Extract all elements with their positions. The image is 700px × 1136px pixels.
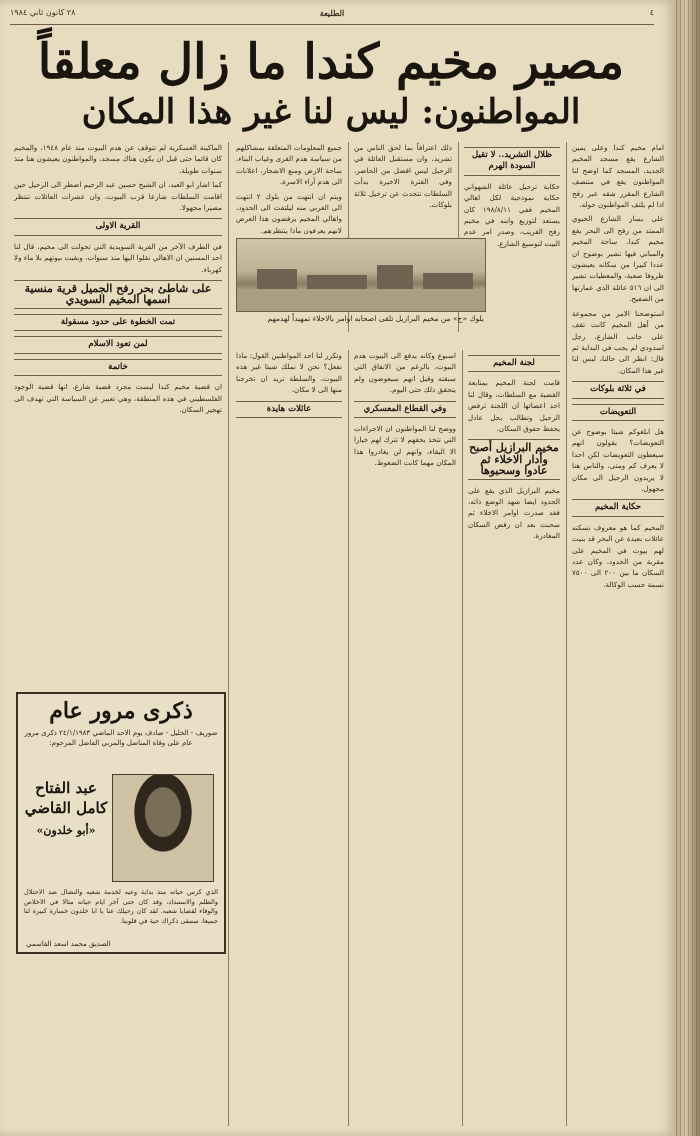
main-headline: مصير مخيم كندا ما زال معلقاً [37,34,625,90]
section-heading: لجنة المخيم [468,355,560,372]
paragraph: المخيم كما هو معروف تسكنه عائلات بعيدة عن البحر قد بنيت لهم بيوت في المخيم على مقربة من الحدود، وكان عدد السكان ما بين ٢٠٠ الى ٧٥٠٠ نسمة حسب الوكالة. [572,522,664,589]
paragraph: اسبوع وكانه يدفع الى البيوت هدم البيوت، بالرغم من الاتفاق التي سبقته وقيل انهم سيعوضون ولم يتحقق ذلك حتى اليوم. [354,351,456,395]
paragraph: جميع المعلومات المتعلقة بمشاكلهم من سياسة هدم القرى وغياب البناء، ساحة الارض ومنع الاشجار، اعلانات الى هدم آراء الاسرة. [236,143,342,187]
section-heading: عائلات هايدة [236,401,342,418]
column-divider [228,142,229,1126]
paragraph: امام مخيم كندا وعلى يمين الشارع يقع مسجد المخيم الجديد، المسجد كما اوضح لنا المواطنون يقع في منتصف الشارع المقرر شقه عبر رفح اذا لم يلتف المواطنون حوله. [572,143,664,210]
memorial-notice [16,692,226,954]
paragraph: على يسار الشارع الحيوي الممتد من رفح الى البحر يقع مخيم كندا. ساحة المخيم والمباني فيها تشير بوضوح ان عددا كبيرا من سكانه يعيشون ظروفا صعبة، والمعطيات تشير الى ان ٥١٦ عائلة الذي عمارتها من الصفيح. [572,214,664,304]
section-heading: خاتمة [14,359,222,376]
paragraph: حكاية ترحيل عائلة الشهواني حكاية نموذجية لكل اهالي المخيم ففي ١٩٨/٨/١١ كان يستعد لتوزيع وابنه في مخيم رفح القريب، وصدر امر عدم البيت لتوسيع الشارع. [464,181,560,248]
section-heading: مخيم البرازيل أصبح وأدار الاخلاء ثم عادوا وسحبوها [468,439,560,479]
article-column-middle [354,350,456,1120]
deceased-name: عبد الفتاح كامل القاضي [24,779,108,817]
section-heading: لمن تعود الاسلام [14,336,222,353]
deceased-alias: «أبو خلدون» [36,824,96,837]
memorial-body: الذي كرس حياته منذ بداية وعيه لخدمة شعبه والنضال ضد الاحتلال والظلم والاستبداد، وقد كان حتى آخر ايام حياته مثالا في الاخلاص والوفاء لقضايا شعبه. لقد كان رحيلك عنا يا ابا خلدون خسارة كبيرة لنا جميعا، ستبقى ذكراك حية في قلوبنا. [24,888,218,925]
sub-headline: المواطنون: ليس لنا غير هذا المكان [81,92,581,132]
newspaper-name: الطليعة [319,8,345,18]
paragraph: الماكينة العسكرية لم تتوقف عن هدم البيوت منذ عام ١٩٤٨، والمخيم كان قائما حتى قبل ان يكون هناك مسجد، والمواطنون يعيشون هنا منذ سنوات طويلة. [14,143,222,175]
paragraph: قامت لجنة المخيم بمتابعة القضية مع السلطات، وقال لنا احد اعضائها ان اللجنة ترفض الرحيل وتطالب بحل عادل يحفظ حقوق السكان. [468,378,560,434]
header-rule [10,24,654,25]
paragraph: في الطرف الآخر من القرية السويدية التي تحولت الى مخيم، قال لنا احد المسنين ان الاهالي نقلوا اليها منذ سنوات، وبقيت بيوتهم بلا ماء ولا كهرباء. [14,241,222,274]
column-divider [348,350,349,1126]
section-heading: تمت الخطوة على حدود مسقولة [14,314,222,331]
photo-caption: بلوك «ج» من مخيم البرازيل تلقى اصحابه اوامر بالاخلاء تمهيداً لهدمهم [267,314,484,323]
paragraph: استوضحنا الامر من مجموعة من أهل المخيم كانت تقف على جانب الشارع، رجل اسدودي لم يجب في البداية ثم قال: انظر الى حالنا، ليس لنا غير هذا المكان. [572,308,664,375]
paragraph: وتكرر لنا احد المواطنين القول: ماذا نفعل؟ نحن لا نملك شيئا غير هذه البيوت، والسلطة تريد ان تخرجنا منها الى لا مكان. [236,351,342,395]
memorial-intro: صوريف - الخليل - صادف يوم الاحد الماضي ٢٤/١/١٩٨٣ ذكرى مرور عام على وفاة المناضل والمربي الفاضل المرحوم: [24,729,218,747]
paragraph: ان قضية مخيم كندا ليست مجرد قضية شارع، انها قضية الوجود الفلسطيني في هذه المنطقة، وهي تعبير عن السياسة التي تهدف الى تهجير السكان. [14,382,222,414]
article-column-middle-top [354,142,452,234]
section-heading: حكاية المخيم [572,499,664,516]
paragraph: مخيم البرازيل الذي يقع على الحدود ايضا شهد الوضع ذاته، فقد صدرت اوامر الاخلاء ثم سحبت بعد ان رفض السكان المغادرة. [468,485,560,541]
paragraph: ويتم ان انتهت من بلوك ٢ انتهت الى الغربي منه ليلتفت الى الحدود، واهالي المخيم يرفضون هذا العرض لانهم يعرفون ماذا ينتظرهم. [236,191,342,234]
page-edge-texture [676,0,700,1136]
article-column-middle-left [236,350,342,1120]
memorial-signature: الصديق محمد اسعد القاسمي [26,940,111,948]
paragraph: ذلك اعترافاً بما لحق الناس من تشريد، وان مستقبل العائلة في الرحيل ليس افضل من الحاضر، وفي الفترة الاخيرة بدأت السلطات تتحدث عن ترحيل ثلاثة بلوكات. [354,143,452,210]
paragraph: هل ابلغوكم شيئا بوضوح عن التعويضات؟ يقولون انهم سيعطون التعويضات لكن احدا لا يعرف كم ومتى، والناس هنا لا يريدون الرحيل الى مكان مجهول. [572,426,664,493]
article-column-middle-right [468,350,560,1120]
refugee-camp-photo [236,238,486,312]
paragraph: ووضح لنا المواطنون ان الاجراءات التي تتخذ بحقهم لا تترك لهم خيارا الا البقاء، وانهم لن يغادروا هذا المكان مهما كانت الضغوط. [354,424,456,468]
issue-date: ٢٨ كانون ثاني ١٩٨٤ [10,8,76,17]
section-heading: وفي القطاع المعسكري [354,401,456,418]
paragraph: كما اشار ابو العبد، ان الشيخ حسين عبد الرحيم اضطر الى الرحيل حين اقامت السلطات شارعا قرب البيوت، وان عشرات العائلات تنتظر مصيرا مجهولا. [14,180,222,213]
section-heading: ظلال التشريد.. لا تقيل السودة الهرم [464,147,560,176]
section-heading: في ثلاثة بلوكات [572,381,664,398]
article-column-middle-left-top [236,142,342,234]
column-divider [462,350,463,1126]
photo-caption-heading: على شاطئ بحر رفح الجميل قرية منسية اسمها المخيم السويدي [14,280,222,309]
article-column-left [14,142,222,682]
article-column-right [572,142,664,1122]
memorial-title: ذكرى مرور عام [49,698,193,724]
section-heading: القرية الاولى [14,218,222,235]
section-heading: التعويضات [572,404,664,421]
page-header [10,8,654,22]
page-number: ٤ [649,8,654,17]
portrait-photo [112,774,214,882]
column-divider [566,142,567,1126]
